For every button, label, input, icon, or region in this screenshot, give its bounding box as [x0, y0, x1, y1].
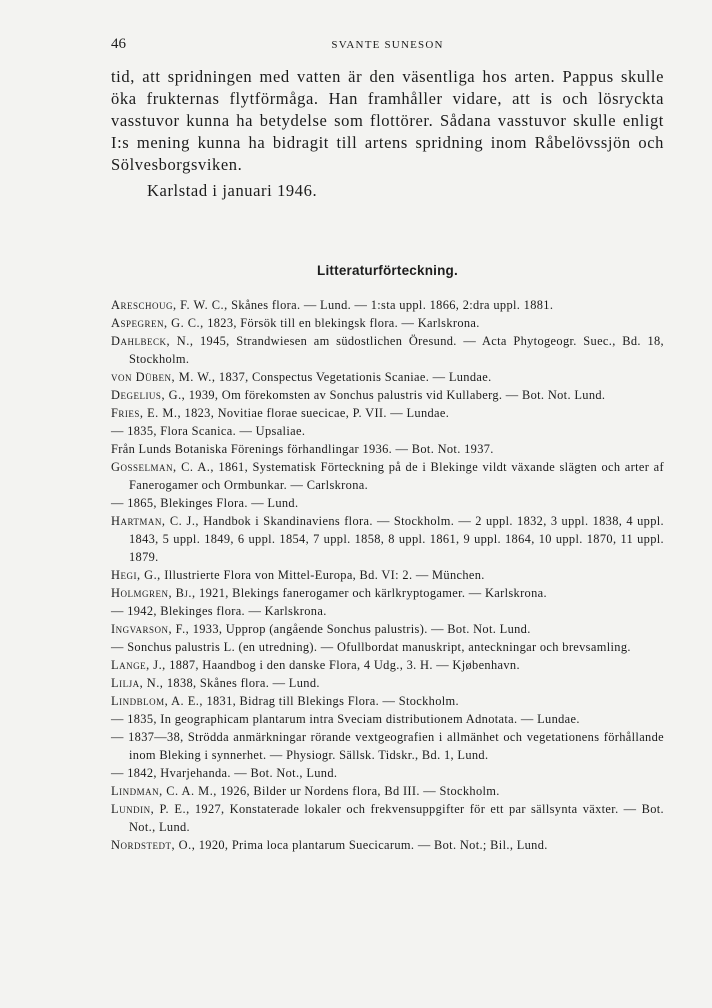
reference-text: — Sonchus palustris L. (en utredning). — Ofullbordat manuskript, anteckningar och brevsamling.	[111, 640, 631, 654]
reference-entry	[111, 602, 664, 620]
reference-text: Handbok i Skandinaviens flora. — Stockholm. — 2 uppl. 1832, 3 uppl. 1838, 4 uppl. 1843, 5 uppl. 1849, 6 uppl. 1854, 7 uppl. 1858, 8 uppl. 1861, 9 uppl. 1864, 10 uppl. 1870, 11 uppl. 1879.	[129, 514, 664, 564]
reference-entry	[111, 332, 664, 368]
reference-entry	[111, 656, 664, 674]
body-paragraph	[111, 66, 664, 176]
reference-entry	[111, 764, 664, 782]
reference-text: 1921, Blekings fanerogamer och kärlkryptogamer. — Karlskrona.	[195, 586, 547, 600]
reference-text: 1927, Konstaterade lokaler och frekvensuppgifter för ett par sällsynta växter. — Bot. Not., Lund.	[129, 802, 664, 834]
reference-author: Holmgren, Bj.,	[111, 586, 196, 600]
reference-author: Aspegren, G. C.,	[111, 316, 204, 330]
reference-entry	[111, 782, 664, 800]
reference-text: 1823, Försök till en blekingsk flora. — Karlskrona.	[203, 316, 480, 330]
reference-author: Gosselman, C. A.,	[111, 460, 214, 474]
reference-text: 1887, Haandbog i den danske Flora, 4 Udg., 3. H. — Kjøbenhavn.	[165, 658, 520, 672]
reference-author: Hegi, G.,	[111, 568, 161, 582]
reference-author: Dahlbeck, N.,	[111, 334, 194, 348]
reference-entry	[111, 494, 664, 512]
reference-entry	[111, 710, 664, 728]
reference-author: Lindblom, A. E.,	[111, 694, 203, 708]
reference-entry	[111, 296, 664, 314]
reference-text: 1838, Skånes flora. — Lund.	[163, 676, 320, 690]
signature-line: Karlstad i januari 1946.	[147, 181, 318, 200]
reference-text: Illustrierte Flora von Mittel-Europa, Bd. VI: 2. — München.	[160, 568, 485, 582]
reference-entry	[111, 836, 664, 854]
reference-entry	[111, 566, 664, 584]
reference-entry	[111, 620, 664, 638]
reference-entry	[111, 800, 664, 836]
reference-author: Areschoug, F. W. C.,	[111, 298, 228, 312]
reference-author: Nordstedt, O.,	[111, 838, 196, 852]
reference-text: — 1842, Hvarjehanda. — Bot. Not., Lund.	[111, 766, 338, 780]
reference-text: — 1942, Blekinges flora. — Karlskrona.	[111, 604, 327, 618]
reference-entry	[111, 314, 664, 332]
reference-entry	[111, 584, 664, 602]
reference-author: Degelius, G.,	[111, 388, 186, 402]
reference-author: Lange, J.,	[111, 658, 166, 672]
reference-text: Skånes flora. — Lund. — 1:sta uppl. 1866, 2:dra uppl. 1881.	[227, 298, 554, 312]
reference-entry	[111, 440, 664, 458]
reference-entry	[111, 638, 664, 656]
reference-text: 1861, Systematisk Förteckning på de i Blekinge vildt växande slägten och arter af Fanerogamer och Ormbunkar. — Carlskrona.	[129, 460, 664, 492]
reference-text: 1926, Bilder ur Nordens flora, Bd III. — Stockholm.	[216, 784, 500, 798]
reference-entry	[111, 728, 664, 764]
reference-entry	[111, 368, 664, 386]
reference-text: — 1835, Flora Scanica. — Upsaliae.	[111, 424, 306, 438]
reference-text: 1823, Novitiae florae suecicae, P. VII. — Lundae.	[181, 406, 450, 420]
reference-entry	[111, 386, 664, 404]
reference-author: von Düben, M. W.,	[111, 370, 216, 384]
reference-entry	[111, 692, 664, 710]
reference-entry	[111, 674, 664, 692]
reference-text: 1837, Conspectus Vegetationis Scaniae. — Lundae.	[215, 370, 492, 384]
reference-text: 1945, Strandwiesen am südostlichen Öresund. — Acta Phytogeogr. Suec., Bd. 18, Stockholm.	[129, 334, 664, 366]
reference-entry	[111, 512, 664, 566]
references-heading: Litteraturförteckning.	[317, 263, 458, 278]
reference-author: Lilja, N.,	[111, 676, 164, 690]
reference-author: Fries, E. M.,	[111, 406, 182, 420]
reference-text: 1933, Upprop (angående Sonchus palustris). — Bot. Not. Lund.	[189, 622, 531, 636]
reference-text: 1920, Prima loca plantarum Suecicarum. — Bot. Not.; Bil., Lund.	[195, 838, 548, 852]
reference-text: — 1835, In geographicam plantarum intra Sveciam distributionem Adnotata. — Lundae.	[111, 712, 580, 726]
reference-text: 1831, Bidrag till Blekings Flora. — Stockholm.	[203, 694, 459, 708]
reference-author: Lindman, C. A. M.,	[111, 784, 217, 798]
reference-author: Hartman, C. J.,	[111, 514, 200, 528]
reference-author: Lundin, P. E.,	[111, 802, 190, 816]
reference-entry	[111, 458, 664, 494]
reference-entry	[111, 404, 664, 422]
reference-text: — 1865, Blekinges Flora. — Lund.	[111, 496, 299, 510]
reference-author: Ingvarson, F.,	[111, 622, 190, 636]
reference-text: Från Lunds Botaniska Förenings förhandlingar 1936. — Bot. Not. 1937.	[111, 442, 494, 456]
references-list	[111, 296, 664, 854]
paragraph-text: tid, att spridningen med vatten är den väsentliga hos arten. Pappus skulle öka frukternas flytförmåga. Han framhåller vidare, att is och lösryckta vasstuvor kunna ha betydelse som flottörer. Sådana vasstuvor skulle enligt I:s mening kunna ha bidragit till artens spridning inom Råbelövssjön och Sölvesborgsviken.	[111, 67, 664, 174]
reference-text: — 1837—38, Strödda anmärkningar rörande vextgeografien i allmänhet och vegetationens förhållande inom Bleking i synnerhet. — Physiogr. Sällsk. Tidskr., Bd. 1, Lund.	[111, 730, 664, 762]
reference-text: 1939, Om förekomsten av Sonchus palustris vid Kullaberg. — Bot. Not. Lund.	[185, 388, 606, 402]
reference-entry	[111, 422, 664, 440]
running-title: SVANTE SUNESON	[331, 39, 444, 51]
running-head	[111, 36, 664, 56]
page-number: 46	[111, 36, 126, 52]
